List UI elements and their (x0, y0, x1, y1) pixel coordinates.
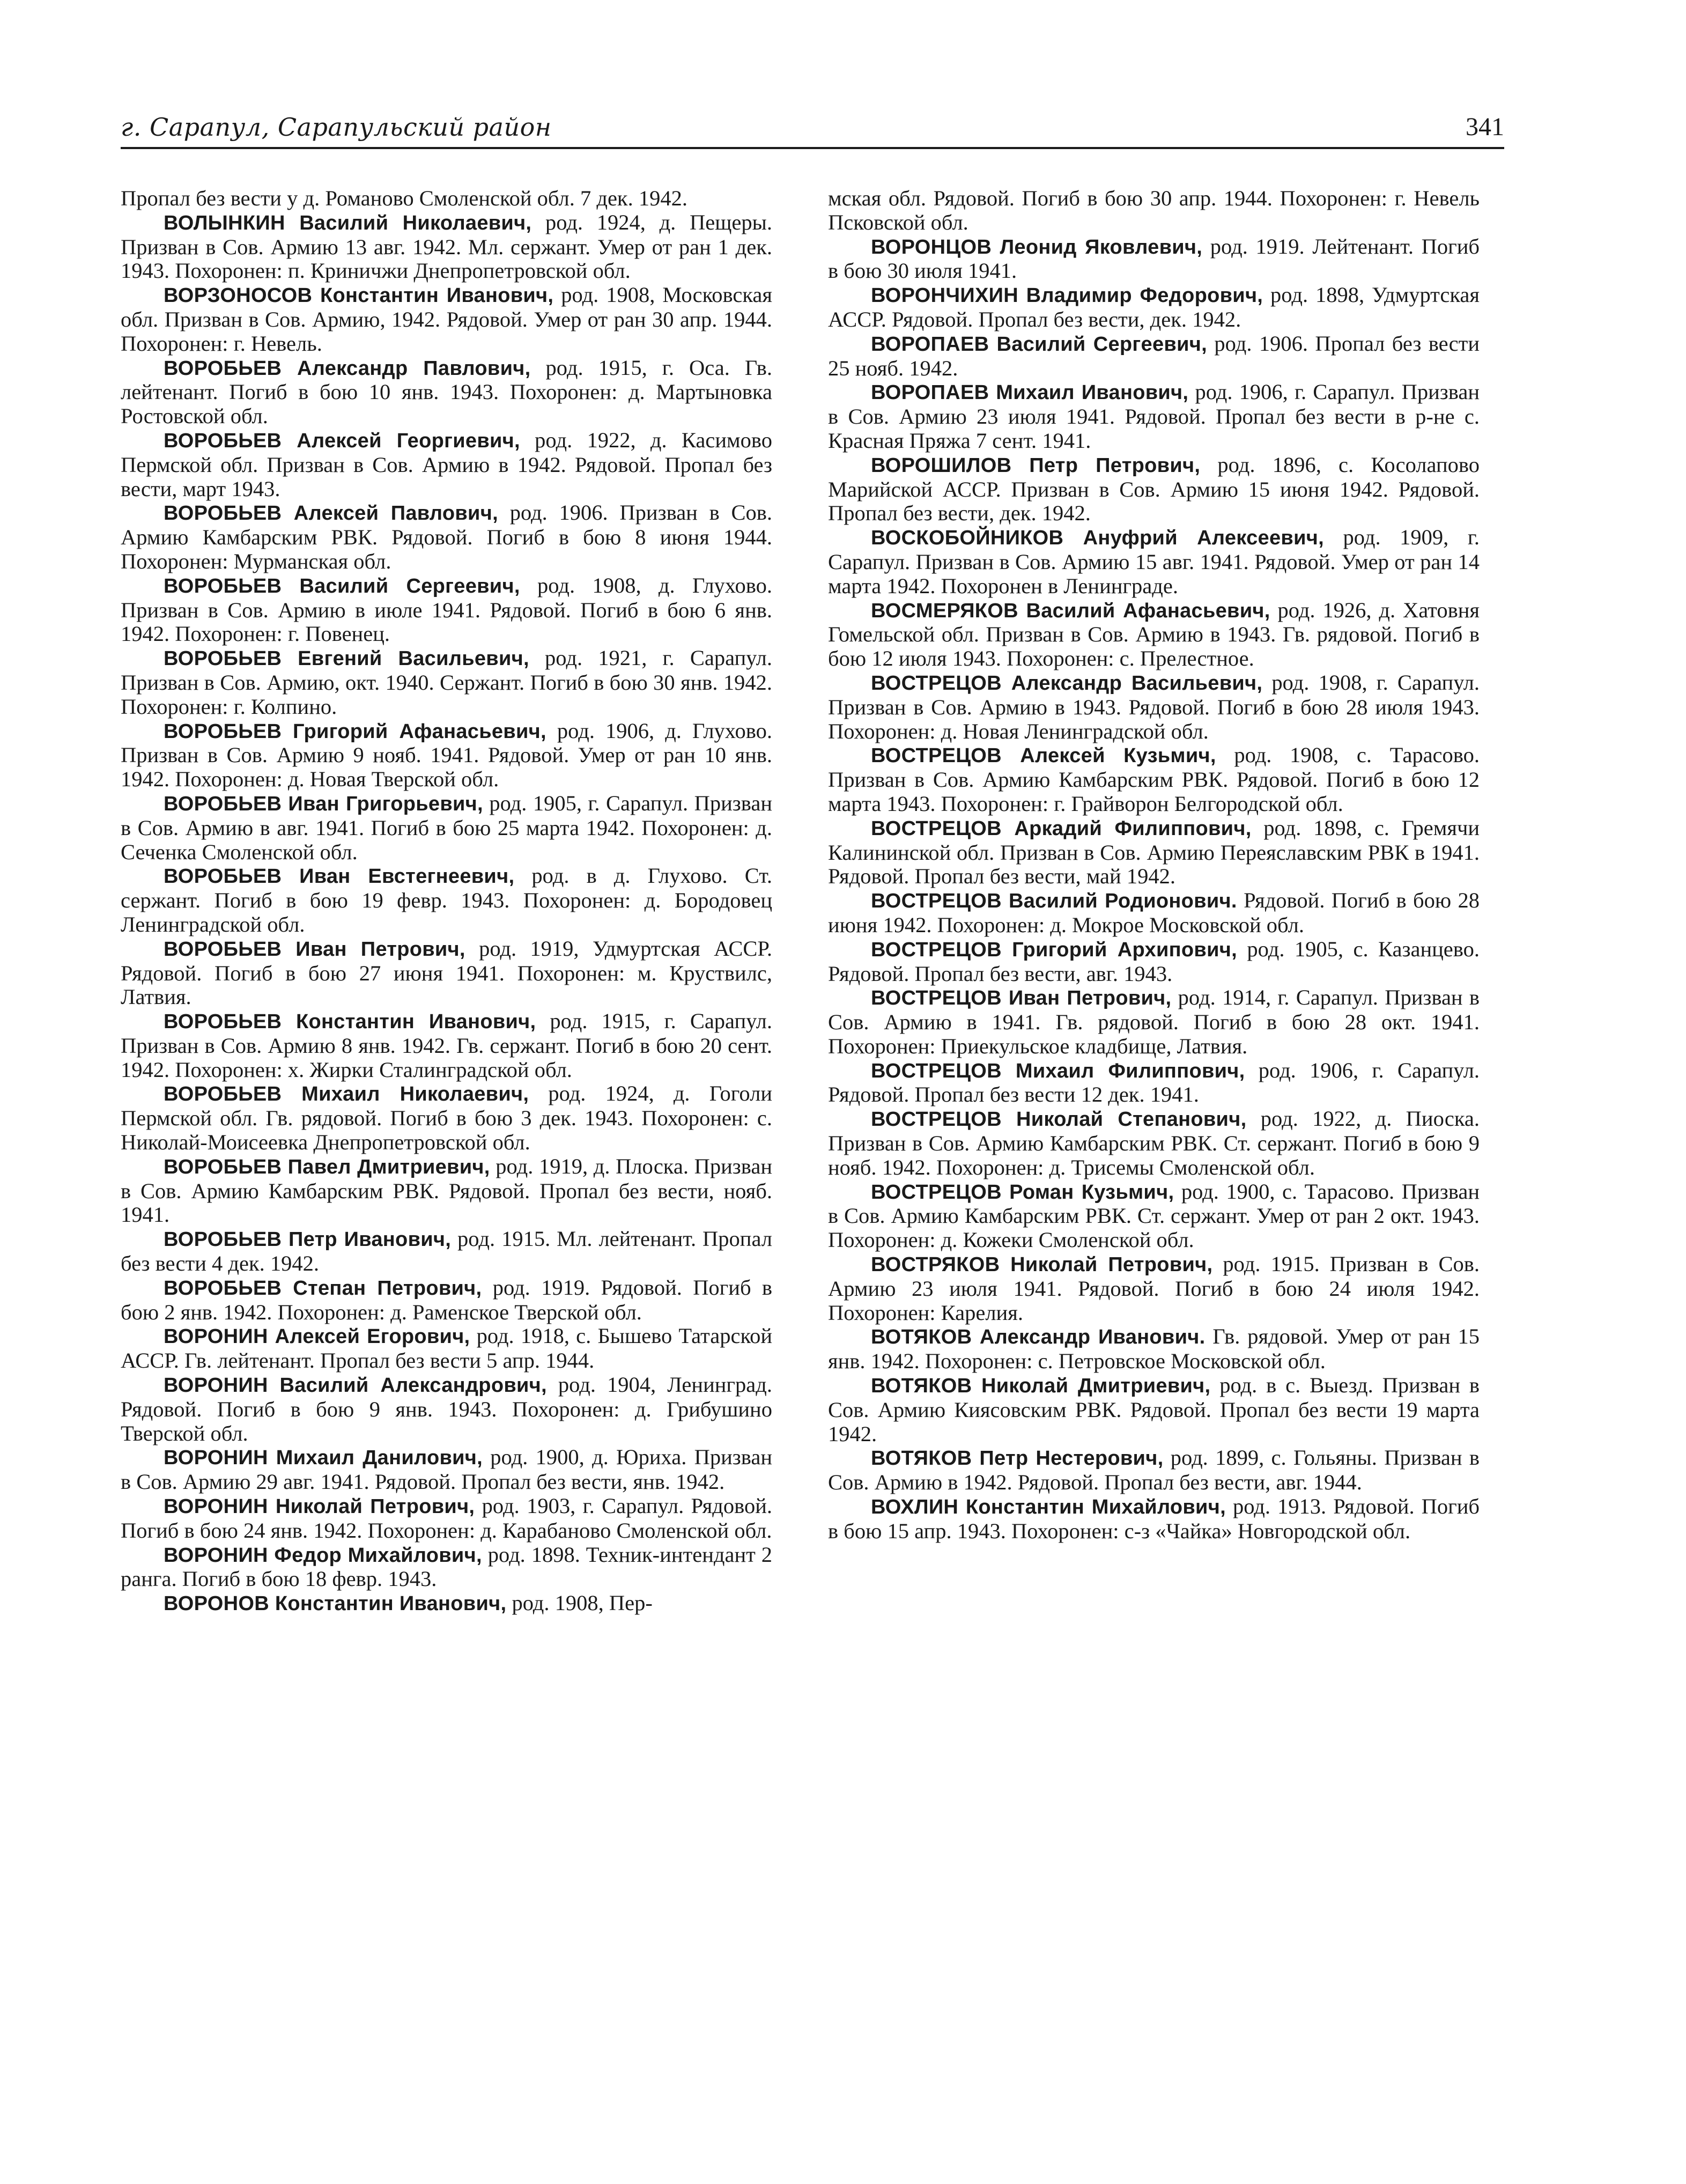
person-name: ВОРОНЦОВ Леонид Яковлевич, (871, 235, 1203, 259)
entry-text: род. 1903, г. Сарапул. Рядовой. Погиб в бою 24 янв. 1942. Похоронен: д. Карабаново Смоленской обл. (121, 1494, 772, 1543)
entry-text: род. 1896, с. Косолапово Марийской АССР. Призван в Сов. Армию 15 июня 1942. Рядовой. Пропал без вести, дек. 1942. (828, 452, 1480, 526)
person-entry (828, 599, 1480, 671)
person-entry (828, 526, 1480, 598)
person-name: ВОРОНЧИХИН Владимир Федорович, (871, 284, 1263, 307)
entry-text: мская обл. Рядовой. Погиб в бою 30 апр. 1944. Похоронен: г. Невель Псковской обл. (828, 186, 1480, 234)
entry-text: род. 1915, г. Сарапул. Призван в Сов. Армию 8 янв. 1942. Гв. сержант. Погиб в бою 20 сент. 1942. Похоронен: х. Жирки Сталинградской обл. (121, 1009, 772, 1082)
person-name: ВОРОБЬЕВ Евгений Васильевич, (164, 647, 529, 670)
person-entry (121, 1155, 772, 1227)
person-name: ВОСТРЕЦОВ Роман Кузьмич, (871, 1180, 1174, 1204)
entry-text: род. 1908, г. Сарапул. Призван в Сов. Армию в 1943. Рядовой. Погиб в бою 28 июля 1943. Похоронен: д. Новая Ленинградской обл. (828, 670, 1480, 743)
person-entry (828, 889, 1480, 938)
person-name: ВОРОБЬЕВ Алексей Павлович, (164, 502, 498, 525)
person-name: ВОСТРЕЦОВ Николай Степанович, (871, 1108, 1247, 1131)
entry-text: род. 1915, г. Оса. Гв. лейтенант. Погиб в бою 10 янв. 1943. Похоронен: д. Мартыновка Ростовской обл. (121, 355, 772, 429)
person-name: ВОРОБЬЕВ Иван Евстегнеевич, (164, 865, 515, 888)
entry-text: род. 1904, Ленинград. Рядовой. Погиб в бою 9 янв. 1943. Похоронен: д. Грибушино Тверской обл. (121, 1373, 772, 1445)
entry-text: род. 1919, Удмуртская АССР. Рядовой. Погиб в бою 27 июня 1941. Похоронен: м. Круствилс, Латвия. (121, 936, 772, 1009)
person-name: ВОХЛИН Константин Михайлович, (871, 1496, 1226, 1519)
person-name: ВОСТРЯКОВ Николай Петрович, (871, 1253, 1213, 1277)
person-entry (121, 1009, 772, 1082)
entry-text: род. 1919. Рядовой. Погиб в бою 2 янв. 1942. Похоронен: д. Раменское Тверской обл. (121, 1275, 773, 1324)
person-name: ВОРОБЬЕВ Григорий Афанасьевич, (164, 720, 546, 743)
person-entry (121, 1324, 772, 1373)
person-entry (121, 1373, 772, 1445)
entry-text: род. 1900, с. Тарасово. Призван в Сов. Армию Камбарским РВК. Ст. сержант. Умер от ран 2 окт. 1943. Похоронен: д. Кожеки Смоленской обл. (828, 1179, 1480, 1252)
entry-text: род. 1924, д. Гоголи Пермской обл. Гв. рядовой. Погиб в бою 3 дек. 1943. Похоронен: с. Николай-Моисеевка Днепропетровской обл. (121, 1081, 773, 1155)
entry-text: род. 1913. Рядовой. Погиб в бою 15 апр. 1943. Похоронен: с-з «Чайка» Новгородской обл. (828, 1494, 1480, 1543)
person-entry (828, 816, 1480, 889)
person-entry (828, 1180, 1480, 1252)
person-entry (121, 864, 772, 936)
person-entry (828, 1495, 1480, 1544)
person-entry (828, 332, 1480, 381)
person-entry (121, 574, 772, 646)
entry-text: род. в д. Глухово. Ст. сержант. Погиб в бою 19 февр. 1943. Похоронен: д. Бородовец Ленинградской обл. (121, 864, 773, 936)
entry-text: род. 1919. Лейтенант. Погиб в бою 30 июля 1941. (828, 234, 1480, 283)
person-entry (121, 356, 772, 429)
entry-text: род. 1915. Призван в Сов. Армию 23 июля 1941. Рядовой. Погиб в бою 24 июля 1942. Похоронен: Карелия. (828, 1252, 1480, 1325)
entry-text: род. 1914, г. Сарапул. Призван в Сов. Армию в 1941. Гв. рядовой. Погиб в бою 28 окт. 1941. Похоронен: Приекульское кладбище, Латвия. (828, 985, 1480, 1058)
right-column (828, 187, 1480, 1544)
person-name: ВОСТРЕЦОВ Иван Петрович, (871, 987, 1172, 1010)
running-title: г. Сарапул, Сарапульский район (121, 113, 552, 142)
person-name: ВОЛЫНКИН Василий Николаевич, (164, 211, 532, 234)
entry-text: род. 1919, д. Плоска. Призван в Сов. Армию Камбарским РВК. Рядовой. Пропал без вести, нояб. 1941. (121, 1154, 773, 1227)
person-entry (121, 1494, 772, 1543)
person-name: ВОРОБЬЕВ Иван Петрович, (164, 938, 465, 961)
person-entry (121, 211, 772, 283)
person-name: ВОТЯКОВ Николай Дмитриевич, (871, 1375, 1211, 1398)
entry-text: род. 1922, д. Касимово Пермской обл. Призван в Сов. Армию в 1942. Рядовой. Пропал без вести, март 1943. (121, 427, 773, 501)
entry-text: род. 1908, Пер- (506, 1591, 653, 1615)
person-entry (121, 1082, 772, 1154)
person-entry (121, 646, 772, 719)
entry-text: род. 1898, Удмуртская АССР. Рядовой. Пропал без вести, дек. 1942. (828, 283, 1480, 331)
person-name: ВОТЯКОВ Петр Нестерович, (871, 1447, 1164, 1470)
person-name: ВОРОБЬЕВ Степан Петрович, (164, 1277, 482, 1300)
entry-text: род. 1908, д. Глухово. Призван в Сов. Армию в июле 1941. Рядовой. Погиб в бою 6 янв. 1942. Похоронен: г. Повенец. (121, 573, 772, 646)
entry-text: род. 1906, г. Сарапул. Призван в Сов. Армию 23 июля 1941. Рядовой. Пропал без вести в р-не с. Красная Пряжа 7 сент. 1941. (828, 380, 1480, 453)
entry-text: род. 1905, г. Сарапул. Призван в Сов. Армию в авг. 1941. Погиб в бою 25 марта 1942. Похоронен: д. Сеченка Смоленской обл. (121, 791, 772, 864)
person-name: ВОСКОБОЙНИКОВ Ануфрий Алексеевич, (871, 527, 1324, 550)
person-entry (828, 1107, 1480, 1179)
person-name: ВОРОНИН Федор Михайлович, (164, 1544, 482, 1567)
entry-text: Рядовой. Погиб в бою 28 июня 1942. Похоронен: д. Мокрое Московской обл. (828, 888, 1480, 937)
person-entry (828, 283, 1480, 332)
person-entry (828, 1325, 1480, 1374)
left-column (121, 187, 772, 1616)
entry-text: род. 1899, с. Гольяны. Призван в Сов. Армию в 1942. Рядовой. Пропал без вести, авг. 1944. (828, 1445, 1480, 1495)
person-name: ВОРОШИЛОВ Петр Петрович, (871, 454, 1201, 477)
person-name: ВОСМЕРЯКОВ Василий Афанасьевич, (871, 599, 1270, 622)
entry-text: род. 1898. Техник-интендант 2 ранга. Погиб в бою 18 февр. 1943. (121, 1542, 772, 1591)
entry-text: род. 1918, с. Бышево Татарской АССР. Гв. лейтенант. Пропал без вести 5 апр. 1944. (121, 1324, 772, 1373)
entry-text: род. 1909, г. Сарапул. Призван в Сов. Армию 15 авг. 1941. Рядовой. Умер от ран 14 марта 1942. Похоронен в Ленинграде. (828, 525, 1480, 598)
person-entry (121, 792, 772, 864)
entry-text: род. 1906. Призван в Сов. Армию Камбарским РВК. Рядовой. Погиб в бою 8 июня 1944. Похоронен: Мурманская обл. (121, 500, 773, 573)
person-name: ВОРОБЬЕВ Алексей Георгиевич, (164, 429, 520, 452)
person-entry (121, 1227, 772, 1276)
entry-text: род. 1906, г. Сарапул. Рядовой. Пропал без вести 12 дек. 1941. (828, 1058, 1480, 1107)
person-name: ВОРОНИН Василий Александрович, (164, 1374, 547, 1397)
entry-continuation (121, 187, 772, 211)
person-name: ВОРОБЬЕВ Александр Павлович, (164, 357, 531, 380)
person-name: ВОРОБЬЕВ Павел Дмитриевич, (164, 1155, 490, 1178)
person-name: ВОСТРЕЦОВ Григорий Архипович, (871, 938, 1237, 961)
person-entry (121, 501, 772, 573)
entry-text: род. 1906. Пропал без вести 25 нояб. 1942. (828, 331, 1480, 380)
entry-text: род. в с. Выезд. Призван в Сов. Армию Киясовским РВК. Рядовой. Пропал без вести 19 марта 1942. (828, 1373, 1480, 1446)
person-entry (121, 1591, 772, 1616)
entry-text: род. 1905, с. Казанцево. Рядовой. Пропал без вести, авг. 1943. (828, 936, 1480, 986)
entry-text: род. 1900, д. Юриха. Призван в Сов. Армию 29 авг. 1941. Рядовой. Пропал без вести, янв. 1942. (121, 1445, 773, 1494)
person-entry (828, 671, 1480, 743)
person-name: ВОРОБЬЕВ Василий Сергеевич, (164, 574, 520, 597)
entry-text: род. 1898, с. Гремячи Калининской обл. Призван в Сов. Армию Переяславским РВК в 1941. Рядовой. Пропал без вести, май 1942. (828, 815, 1480, 889)
entry-text: Пропал без вести у д. Романово Смоленской обл. 7 дек. 1942. (121, 186, 687, 210)
person-entry (121, 1445, 772, 1494)
person-entry (828, 1446, 1480, 1495)
person-name: ВОРОБЬЕВ Михаил Николаевич, (164, 1083, 529, 1106)
person-entry (828, 235, 1480, 284)
person-name: ВОТЯКОВ Александр Иванович. (871, 1326, 1206, 1349)
person-entry (828, 938, 1480, 986)
person-entry (828, 1252, 1480, 1325)
person-name: ВОРОНИН Алексей Егорович, (164, 1325, 470, 1348)
page-number: 341 (1466, 113, 1504, 141)
entry-text: род. 1924, д. Пещеры. Призван в Сов. Армию 13 авг. 1942. Мл. сержант. Умер от ран 1 дек. 1943. Похоронен: п. Криничжи Днепропетровской обл. (121, 210, 772, 283)
person-name: ВОСТРЕЦОВ Алексей Кузьмич, (871, 744, 1216, 768)
person-entry (828, 453, 1480, 526)
person-name: ВОРОПАЕВ Василий Сергеевич, (871, 333, 1207, 356)
person-name: ВОСТРЕЦОВ Аркадий Филиппович, (871, 817, 1252, 840)
person-entry (121, 1276, 772, 1325)
entry-text: род. 1915. Мл. лейтенант. Пропал без вести 4 дек. 1942. (121, 1227, 772, 1276)
entry-text: род. 1926, д. Хатовня Гомельской обл. Призван в Сов. Армию в 1943. Гв. рядовой. Погиб в бою 12 июля 1943. Похоронен: с. Прелестное. (828, 597, 1480, 671)
person-name: ВОРОБЬЕВ Иван Григорьевич, (164, 792, 483, 815)
entry-text: Гв. рядовой. Умер от ран 15 янв. 1942. Похоронен: с. Петровское Московской обл. (828, 1324, 1480, 1374)
person-name: ВОРЗОНОСОВ Константин Иванович, (164, 284, 554, 307)
entry-text: род. 1921, г. Сарапул. Призван в Сов. Армию, окт. 1940. Сержант. Погиб в бою 30 янв. 1942. Похоронен: г. Колпино. (121, 646, 772, 719)
person-entry (121, 283, 772, 356)
running-header (121, 105, 1504, 149)
person-name: ВОРОНИН Николай Петрович, (164, 1495, 475, 1518)
person-entry (121, 1543, 772, 1592)
person-entry (121, 429, 772, 501)
person-name: ВОРОНИН Михаил Данилович, (164, 1447, 483, 1470)
person-name: ВОСТРЕЦОВ Михаил Филиппович, (871, 1059, 1245, 1082)
entry-continuation (828, 187, 1480, 235)
person-entry (121, 719, 772, 792)
person-name: ВОРОБЬЕВ Петр Иванович, (164, 1228, 452, 1251)
person-name: ВОРОПАЕВ Михаил Иванович, (871, 381, 1189, 404)
person-entry (121, 937, 772, 1009)
person-entry (828, 380, 1480, 453)
person-name: ВОРОБЬЕВ Константин Иванович, (164, 1010, 536, 1034)
person-entry (828, 1059, 1480, 1108)
entry-text: род. 1908, с. Тарасово. Призван в Сов. Армию Камбарским РВК. Рядовой. Погиб в бою 12 марта 1943. Похоронен: г. Грайворон Белгородской обл. (828, 743, 1480, 816)
person-entry (828, 743, 1480, 816)
person-name: ВОСТРЕЦОВ Василий Родионович. (871, 890, 1237, 913)
entry-text: род. 1922, д. Пиоска. Призван в Сов. Армию Камбарским РВК. Ст. сержант. Погиб в бою 9 нояб. 1942. Похоронен: д. Трисемы Смоленской обл. (828, 1106, 1480, 1179)
person-entry (828, 1374, 1480, 1446)
entry-text: род. 1906, д. Глухово. Призван в Сов. Армию 9 нояб. 1941. Рядовой. Умер от ран 10 янв. 1942. Похоронен: д. Новая Тверской обл. (121, 718, 772, 792)
person-name: ВОСТРЕЦОВ Александр Васильевич, (871, 672, 1263, 695)
entry-text: род. 1908, Московская обл. Призван в Сов. Армию, 1942. Рядовой. Умер от ран 30 апр. 1944. Похоронен: г. Невель. (121, 283, 773, 356)
person-name: ВОРОНОВ Константин Иванович, (164, 1592, 507, 1615)
person-entry (828, 986, 1480, 1058)
